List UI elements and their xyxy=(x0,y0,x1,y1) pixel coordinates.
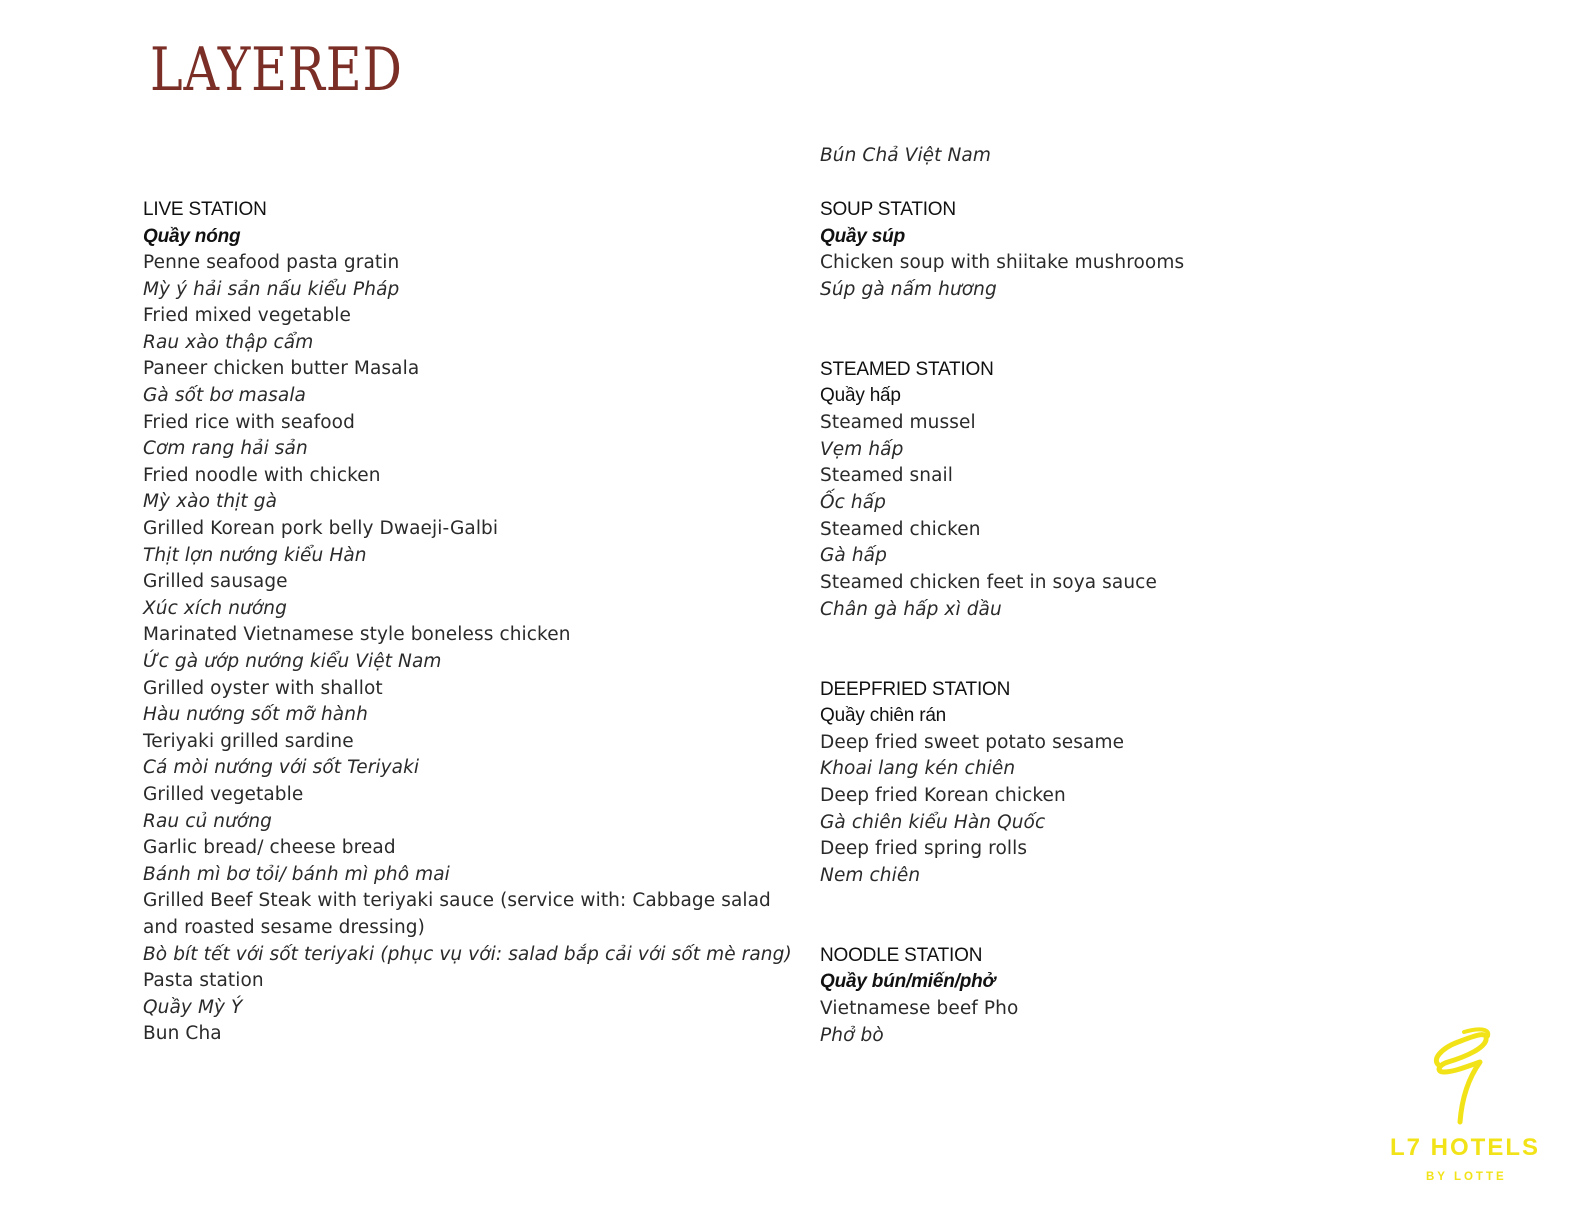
menu-item: Deep fried spring rolls xyxy=(820,838,1028,859)
menu-item: Grilled Korean pork belly Dwaeji-Galbi xyxy=(143,518,499,539)
menu-item: Súp gà nấm hương xyxy=(820,279,997,300)
section-heading-deepfried-station: DEEPFRIED STATION xyxy=(820,679,1011,700)
section-heading-noodle-station: NOODLE STATION xyxy=(820,945,983,966)
section-heading-live-station: LIVE STATION xyxy=(143,199,267,220)
menu-item: Bò bít tết với sốt teriyaki (phục vụ với: salad bắp cải với sốt mè rang) xyxy=(143,944,792,965)
menu-item: Teriyaki grilled sardine xyxy=(143,731,354,752)
menu-item: Penne seafood pasta gratin xyxy=(143,252,400,273)
menu-item: Steamed mussel xyxy=(820,412,976,433)
section-subheading-quay-sup: Quầy súp xyxy=(820,226,905,247)
carryover-item: Bún Chả Việt Nam xyxy=(820,145,991,166)
menu-item: Cá mòi nướng với sốt Teriyaki xyxy=(143,757,420,778)
brand-subtitle: BY LOTTE xyxy=(1426,1171,1507,1183)
menu-item: Grilled Beef Steak with teriyaki sauce (service with: Cabbage salad xyxy=(143,890,771,911)
menu-item: Fried noodle with chicken xyxy=(143,465,381,486)
menu-item: Steamed chicken feet in soya sauce xyxy=(820,572,1157,593)
menu-item: Gà sốt bơ masala xyxy=(143,385,306,406)
menu-item: Grilled oyster with shallot xyxy=(143,678,383,699)
menu-item: Hàu nướng sốt mỡ hành xyxy=(143,704,368,725)
menu-item: Marinated Vietnamese style boneless chicken xyxy=(143,624,571,645)
layered-logo: LAYERED xyxy=(150,35,403,105)
menu-item: Phở bò xyxy=(820,1025,884,1046)
menu-item: Cơm rang hải sản xyxy=(143,438,308,459)
menu-item: Pasta station xyxy=(143,970,264,991)
menu-item: Fried mixed vegetable xyxy=(143,305,352,326)
section-heading-steamed-station: STEAMED STATION xyxy=(820,359,994,380)
menu-item: Khoai lang kén chiên xyxy=(820,758,1016,779)
menu-item: Chicken soup with shiitake mushrooms xyxy=(820,252,1185,273)
menu-item: Grilled sausage xyxy=(143,571,288,592)
menu-item: Deep fried sweet potato sesame xyxy=(820,732,1125,753)
section-subheading-quay-chien-ran: Quầy chiên rán xyxy=(820,705,947,726)
menu-item: Deep fried Korean chicken xyxy=(820,785,1066,806)
menu-item: Paneer chicken butter Masala xyxy=(143,358,420,379)
menu-item: Gà hấp xyxy=(820,545,887,566)
section-heading-soup-station: SOUP STATION xyxy=(820,199,956,220)
section-subheading-quay-bun-mien-pho: Quầy bún/miến/phở xyxy=(820,971,996,992)
menu-item: Vietnamese beef Pho xyxy=(820,998,1019,1019)
menu-item: Garlic bread/ cheese bread xyxy=(143,837,396,858)
menu-item: Mỳ xào thịt gà xyxy=(143,491,278,512)
menu-item: and roasted sesame dressing) xyxy=(143,917,425,938)
menu-item: Bun Cha xyxy=(143,1023,222,1044)
menu-item: Steamed chicken xyxy=(820,519,981,540)
menu-item: Rau củ nướng xyxy=(143,811,273,832)
menu-item: Grilled vegetable xyxy=(143,784,304,805)
menu-item: Rau xào thập cẩm xyxy=(143,332,314,353)
menu-item: Mỳ ý hải sản nấu kiểu Pháp xyxy=(143,279,400,300)
menu-item: Bánh mì bơ tỏi/ bánh mì phô mai xyxy=(143,864,450,885)
brand-name: L7 HOTELS xyxy=(1390,1134,1541,1161)
menu-item: Xúc xích nướng xyxy=(143,598,287,619)
menu-item: Gà chiên kiểu Hàn Quốc xyxy=(820,812,1046,833)
menu-item: Ức gà ướp nướng kiểu Việt Nam xyxy=(143,651,442,672)
menu-item: Fried rice with seafood xyxy=(143,412,355,433)
menu-item: Nem chiên xyxy=(820,865,921,886)
section-subheading-quay-nong: Quầy nóng xyxy=(143,226,241,247)
menu-item: Chân gà hấp xì dầu xyxy=(820,599,1002,620)
l7-hotels-logo xyxy=(1388,1026,1541,1191)
l7-script-icon xyxy=(1428,1026,1498,1126)
menu-item: Quầy Mỳ Ý xyxy=(143,997,243,1018)
menu-item: Steamed snail xyxy=(820,465,954,486)
section-subheading-quay-hap: Quầy hấp xyxy=(820,385,901,406)
menu-item: Ốc hấp xyxy=(820,492,887,513)
menu-item: Thịt lợn nướng kiểu Hàn xyxy=(143,545,367,566)
menu-item: Vẹm hấp xyxy=(820,439,904,460)
